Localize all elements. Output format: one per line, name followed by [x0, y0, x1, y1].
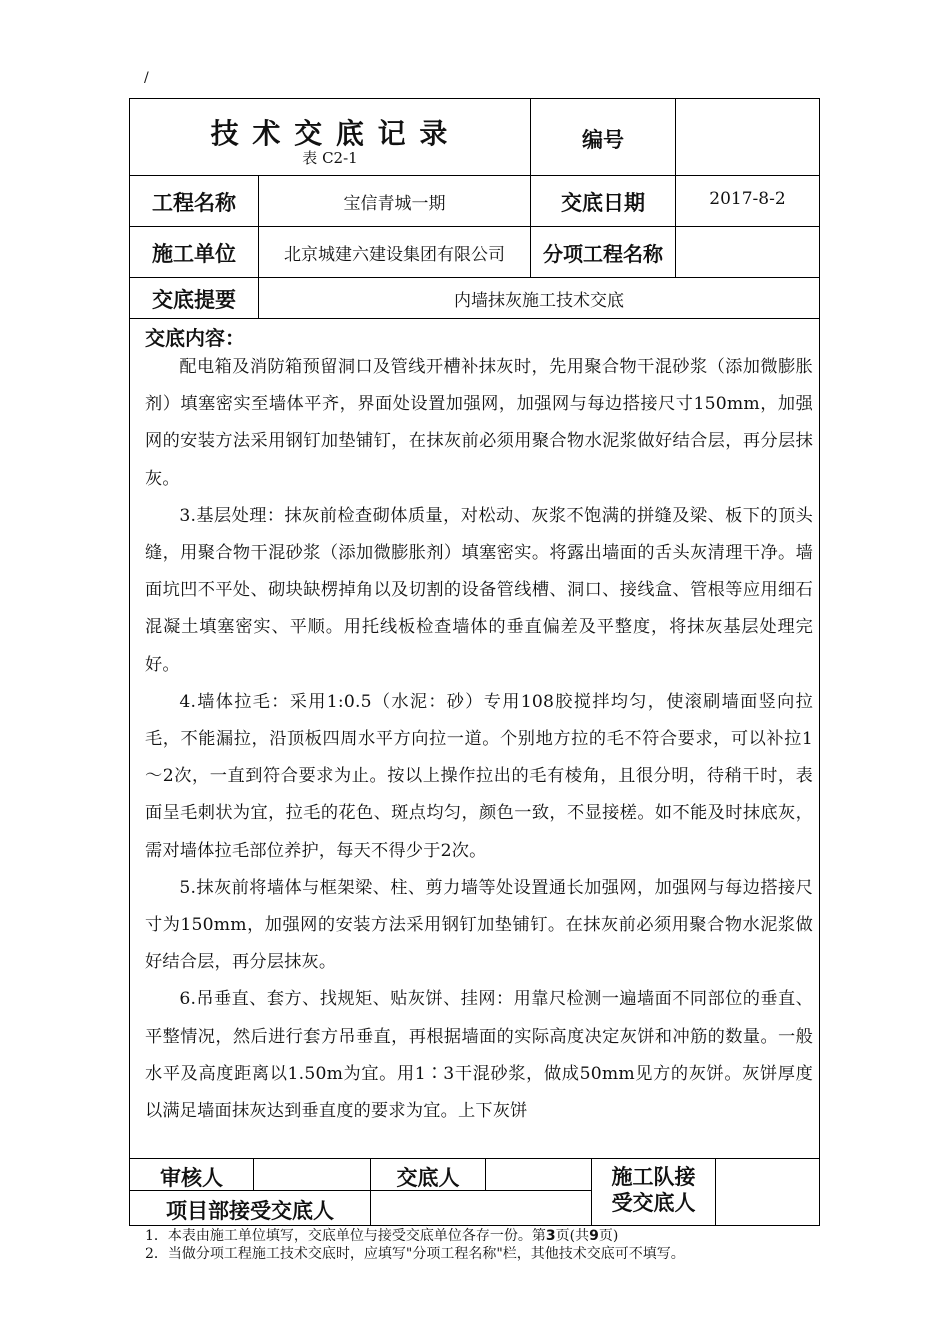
- project-name-value[interactable]: 宝信青城一期: [343, 194, 446, 214]
- team-receiver-label: [592, 1164, 715, 1216]
- footnote-1-text: 1．本表由施工单位填写，交底单位与接受交底单位各存一份。第: [145, 1228, 546, 1244]
- summary-value[interactable]: 内墙抹灰施工技术交底: [454, 291, 624, 311]
- presenter-label: 交底人: [396, 1166, 460, 1190]
- dept-receiver-label: 项目部接受交底人: [166, 1199, 334, 1223]
- project-name-label: 工程名称: [152, 191, 236, 215]
- current-page: 3: [545, 1228, 556, 1244]
- team-receiver-label-line1: 施工队接: [611, 1165, 696, 1189]
- date-value[interactable]: 2017-8-2: [709, 189, 786, 209]
- total-prefix: (共: [569, 1228, 590, 1244]
- page-word: 页: [555, 1228, 570, 1244]
- content-paragraph: 3.基层处理：抹灰前检查砌体质量，对松动、灰浆不饱满的拼缝及梁、板下的顶头缝，用聚合物干混砂浆（添加微膨胀剂）填塞密实。将露出墙面的舌头灰清理干净。墙面坑凹不平处、砌块缺楞掉角以及切割的设备管线槽、洞口、接线盒、管根等应用细石混凝土填塞密实、平顺。用托线板检查墙体的垂直偏差及平整度，将抹灰基层处理完好。: [145, 505, 813, 675]
- content-paragraph: 6.吊垂直、套方、找规矩、贴灰饼、挂网：用靠尺检测一遍墙面不同部位的垂直、平整情况，然后进行套方吊垂直，再根据墙面的实际高度决定灰饼和冲筋的数量。一般水平及高度距离以1.50m为宜。用1∶3干混砂浆，做成50mm见方的灰饼。灰饼厚度以满足墙面抹灰达到垂直度的要求为宜。上下灰饼: [145, 989, 813, 1122]
- summary-label: 交底提要: [152, 288, 236, 312]
- total-suffix: 页): [598, 1228, 619, 1244]
- footnote-1: [145, 1228, 618, 1245]
- reviewer-label: 审核人: [160, 1166, 223, 1190]
- content-paragraph: 5.抹灰前将墙体与框架梁、柱、剪力墙等处设置通长加强网，加强网与每边搭接尺寸为150mm，加强网的安装方法采用钢钉加垫铺钉。在抹灰前必须用聚合物水泥浆做好结合层，再分层抹灰。: [145, 877, 813, 973]
- content-label: 交底内容：: [145, 326, 245, 350]
- footnote-2: 2．当做分项工程施工技术交底时，应填写"分项工程名称"栏，其他技术交底可不填写。: [145, 1246, 685, 1262]
- form-code: 表 C2-1: [302, 149, 358, 167]
- construction-unit-value[interactable]: 北京城建六建设集团有限公司: [284, 245, 505, 265]
- content-paragraph: 配电箱及消防箱预留洞口及管线开槽补抹灰时，先用聚合物干混砂浆（添加微膨胀剂）填塞密实至墙体平齐，界面处设置加强网，加强网与每边搭接尺寸150mm，加强网的安装方法采用钢钉加垫铺钉，在抹灰前必须用聚合物水泥浆做好结合层，再分层抹灰。: [145, 357, 813, 489]
- total-pages: 9: [589, 1228, 599, 1244]
- page-mark: /: [144, 70, 149, 86]
- content-body: [145, 349, 813, 1130]
- subproject-label: 分项工程名称: [543, 242, 663, 266]
- number-label: 编号: [582, 128, 624, 152]
- form-title: 技 术 交 底 记 录: [210, 117, 450, 150]
- team-receiver-label-line2: 受交底人: [611, 1191, 696, 1215]
- construction-unit-label: 施工单位: [152, 242, 236, 266]
- content-paragraph: 4.墙体拉毛：采用1:0.5（水泥：砂）专用108胶搅拌均匀，使滚刷墙面竖向拉毛，不能漏拉，沿顶板四周水平方向拉一道。个别地方拉的毛不符合要求，可以补拉1～2次，一直到符合要求为止。按以上操作拉出的毛有棱角，且很分明，待稍干时，表面呈毛刺状为宜，拉毛的花色、斑点均匀，颜色一致，不显接槎。如不能及时抹底灰，需对墙体拉毛部位养护，每天不得少于2次。: [145, 691, 813, 861]
- date-label: 交底日期: [561, 191, 645, 215]
